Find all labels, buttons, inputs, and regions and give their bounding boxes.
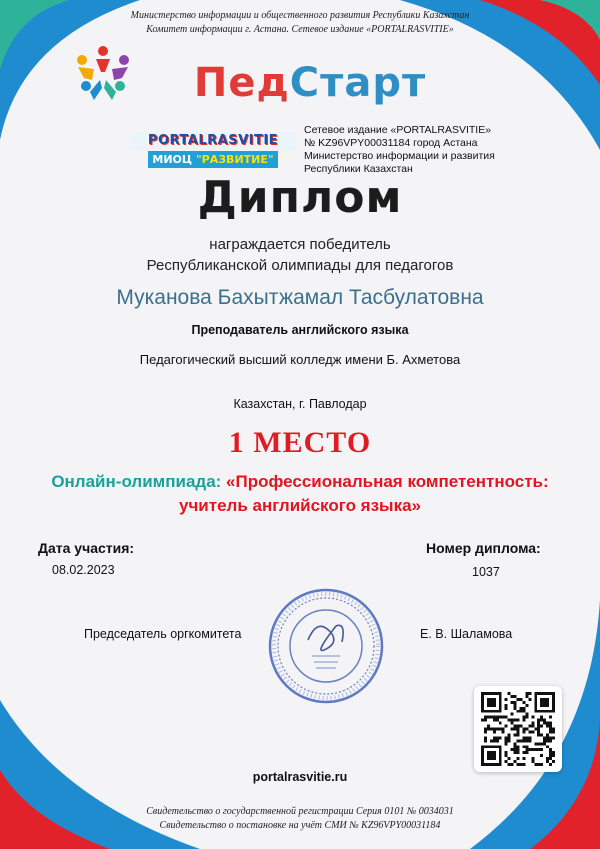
recipient-name: Муканова Бахытжамал Тасбулатовна [116,286,484,309]
brand-part1: Пед [193,60,290,106]
portalrasvitie-logo [130,132,296,168]
place-award: 1 МЕСТО [228,426,372,459]
olympiad-label: Онлайн-олимпиада: [51,472,222,491]
publisher-info-line: № KZ96VPY00031184 город Астана [304,137,478,149]
footer-registration-line: Свидетельство о государственной регистрации Серия 0101 № 0034031 [146,806,454,817]
footer-media-line: Свидетельство о постановке на учёт СМИ № KZ96VPY00031184 [159,820,441,831]
signature-role: Председатель оргкомитета [84,627,242,641]
award-line: Республиканской олимпиады для педагогов [146,257,454,274]
olympiad-name-part1: «Профессиональная компетентность: [226,472,549,491]
diploma-number-label: Номер диплома: [426,540,541,556]
portalrasvitie-logo-text: PORTALRASVITIE [130,132,296,150]
publisher-info-line: Сетевое издание «PORTALRASVITIE» [304,124,492,136]
publisher-info-line: Республики Казахстан [304,163,413,175]
qr-code-icon [480,692,556,766]
recipient-location: Казахстан, г. Павлодар [233,397,367,411]
qr-code [474,686,562,772]
recipient-position: Преподаватель английского языка [191,323,409,337]
official-stamp [266,586,386,706]
publisher-info [304,124,495,176]
olympiad-line1 [0,470,600,494]
date-label: Дата участия: [38,540,135,556]
signature-name: Е. В. Шаламова [420,627,513,641]
recipient-organization: Педагогический высший колледж имени Б. Ахметова [139,352,461,367]
publisher-info-line: Министерство информации и развития [304,150,495,162]
mioc-razvitie-logo-text: МИОЦ "РАЗВИТИЕ" [148,151,278,168]
diploma-title: Диплом [197,172,403,223]
olympiad-name-part2: учитель английского языка» [178,496,421,515]
header-ministry-line: Министерство информации и общественного развития Республики Казахстан [130,10,470,21]
brand-part2: Старт [289,60,427,106]
date-value: 08.02.2023 [52,563,115,577]
header-committee-line: Комитет информации г. Астана. Сетевое издание «PORTALRASVITIE» [146,24,454,35]
pedstart-brand [10,60,600,106]
diploma-number-value: 1037 [472,565,500,579]
website-link[interactable]: portalrasvitie.ru [252,770,348,784]
award-line: награждается победитель [209,236,391,253]
